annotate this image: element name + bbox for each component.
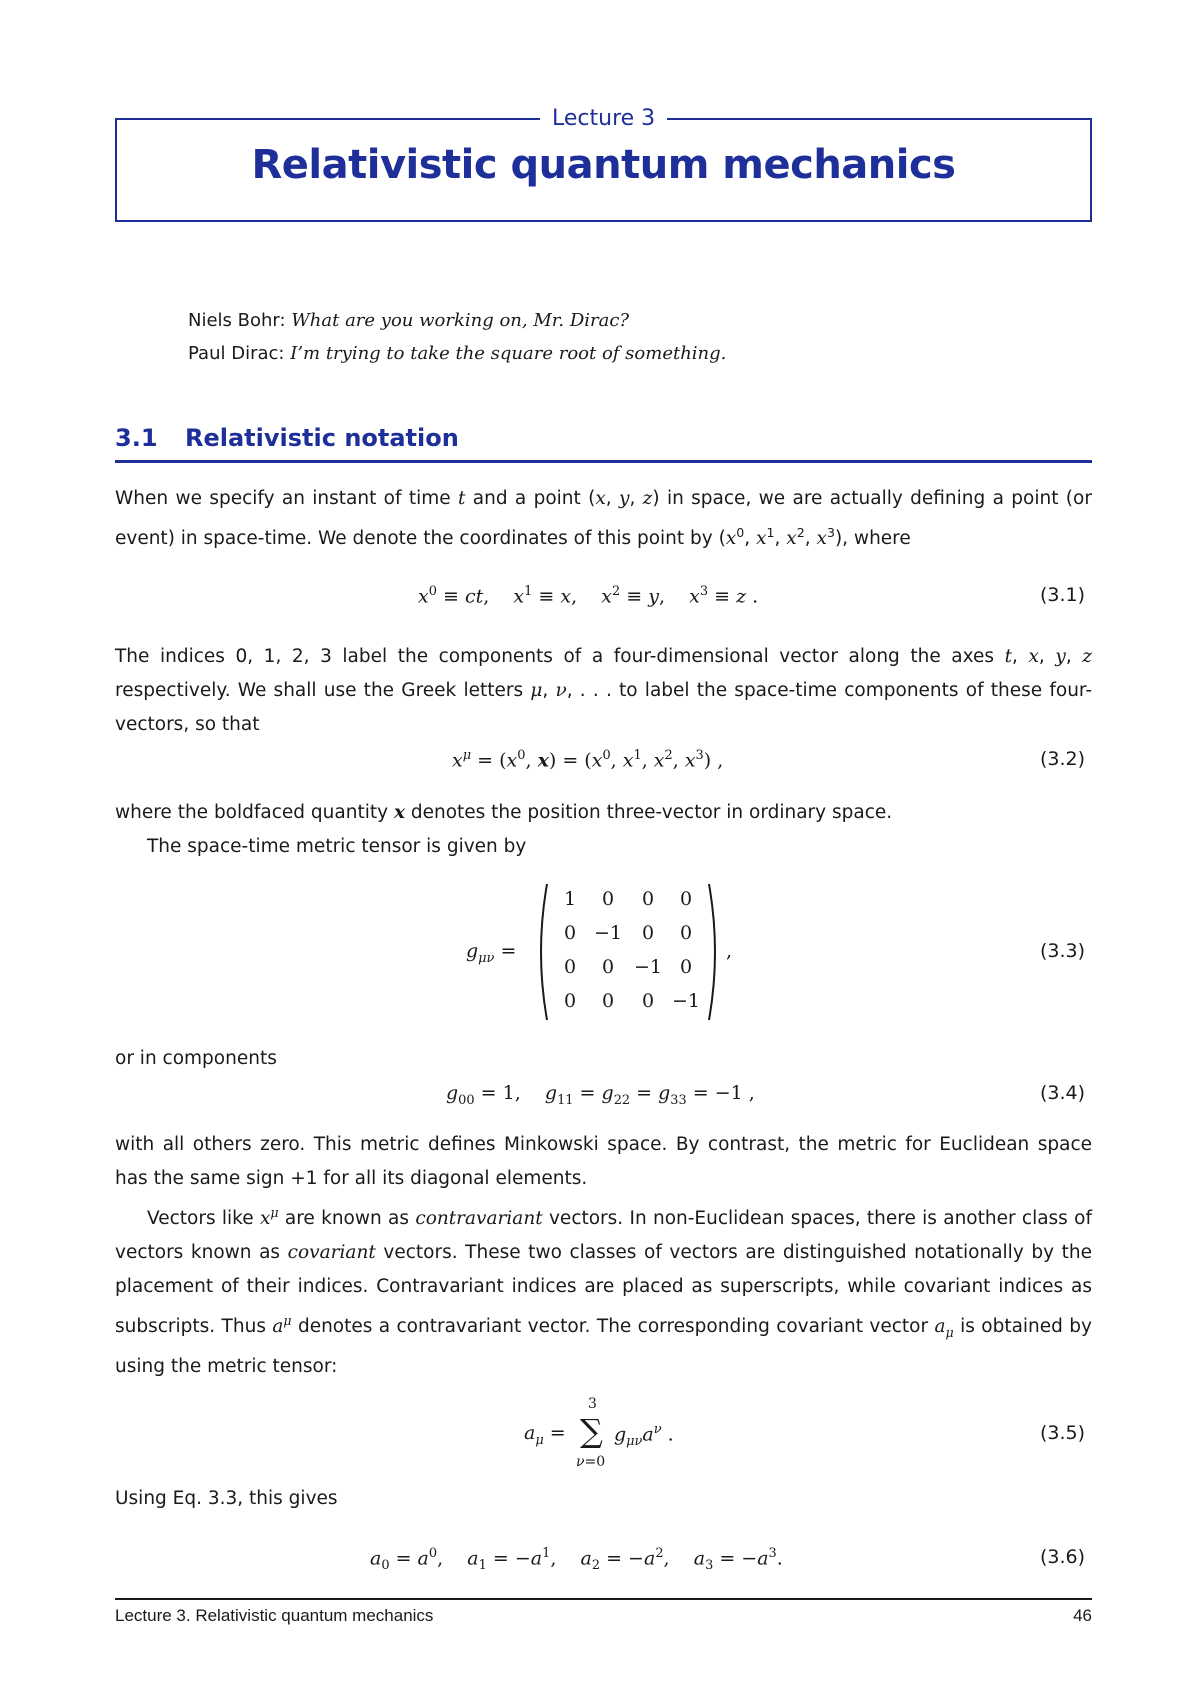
lecture-label: Lecture 3 <box>540 104 667 134</box>
matrix-cell: 0 <box>601 990 615 1012</box>
matrix-cell: 1 <box>563 888 577 910</box>
text-run: to label the space-time components of these four-vectors, so that <box>115 680 1093 735</box>
matrix-cell: 0 <box>679 956 693 978</box>
matrix-cell: 0 <box>563 956 577 978</box>
paragraph-8 <box>115 1482 1092 1516</box>
text-run: denotes a contravariant vector. The corresponding covariant vector <box>297 1316 929 1338</box>
epigraph-line-1 <box>188 308 629 334</box>
text-run: Vectors like <box>147 1208 254 1230</box>
matrix-cell: −1 <box>593 922 622 944</box>
matrix-cell: 0 <box>679 922 693 944</box>
text-run: or in components <box>115 1048 277 1069</box>
text-run: The indices 0, 1, 2, 3 label the components of a four-dimensional vector along the axes <box>115 646 995 667</box>
equation-number: (3.1) <box>1040 584 1086 606</box>
matrix-cell: 0 <box>563 990 577 1012</box>
equation-number: (3.3) <box>1040 940 1086 962</box>
text-run: with all others zero. This metric defines Minkowski space. By contrast, the metric for Euclidean space has the same sign +1 for all its diagonal elements. <box>115 1134 1092 1189</box>
paragraph-1: When we specify an instant of time t and a point (x, y, z) in space, we are actually defining a point (or event) in space-time. We denote the coordinates of this point by ($x^0$, $x^1$, $x^2$, $x^3$), where <box>115 488 1092 550</box>
matrix-cell: 0 <box>601 956 615 978</box>
paragraph-4 <box>115 830 1092 864</box>
paragraph-5 <box>115 1042 1092 1076</box>
epigraph-speaker: Paul Dirac: <box>188 343 285 364</box>
paragraph-2: The indices 0, 1, 2, 3 label the components of a four-dimensional vector along the axes t, x, y, z respectively. We shall use the Greek letters μ, ν, . . . to label the space-time components of these four-vectors, so that <box>115 646 1093 735</box>
equation-number: (3.6) <box>1040 1546 1086 1568</box>
text-run: and a point <box>472 488 581 509</box>
text-run: respectively. We shall use the Greek letters <box>115 680 524 701</box>
text-run: When we specify an instant of time <box>115 488 451 509</box>
text-run: vectors. These two classes of vectors are distinguished notationally by the placement of their indices. Contravariant indices are placed as superscripts, while covariant indices as subscripts. Thus <box>115 1242 1092 1338</box>
matrix-cell: 0 <box>641 922 655 944</box>
matrix-cell: 0 <box>641 888 655 910</box>
matrix-cell: 0 <box>679 888 693 910</box>
section-heading <box>115 424 459 452</box>
text-run: Using Eq. 3.3, this gives <box>115 1488 338 1509</box>
equation-3-2: $x^\mu = (x^0$, $x) = (x^0$, $x^1$, $x^2$, $x^3$) , <box>452 748 724 772</box>
matrix-cell: −1 <box>633 956 662 978</box>
equation-number: (3.4) <box>1040 1082 1086 1104</box>
emphasis-covariant: covariant <box>287 1242 376 1264</box>
section-rule <box>115 460 1092 463</box>
epigraph-quote: I’m trying to take the square root of something. <box>290 343 727 364</box>
section-title: Relativistic notation <box>185 424 459 452</box>
text-run: , where <box>842 528 911 550</box>
paragraph-7: Vectors like $x^\mu$ are known as contravariant vectors. In non-Euclidean spaces, there is another class of vectors known as covariant vectors. These two classes of vectors are distinguished notationally by the placement of their indices. Contravariant indices are placed as superscripts, while covariant indices as subscripts. Thus $a^\mu$ denotes a contravariant vector. The corresponding covariant vector $a_\mu$ is obtained by using the metric tensor: <box>115 1205 1092 1377</box>
text-run: are known as <box>284 1208 410 1230</box>
footer-running-title: Lecture 3. Relativistic quantum mechanics <box>115 1606 434 1625</box>
text-run: denotes the position three-vector in ordinary space. <box>410 802 893 823</box>
text-run: where the boldfaced quantity <box>115 802 389 823</box>
text-run: vectors. In non-Euclidean spaces, there is another class of vectors known as <box>115 1208 1092 1264</box>
paragraph-6 <box>115 1128 1092 1196</box>
equation-3-6: $a_0 = a^0$, $a_1 = -a^1$, $a_2 = -a^2$, $a_3 = -a^3$. <box>370 1546 783 1574</box>
page: Lecture 3 Relativistic quantum mechanics Niels Bohr: What are you working on, Mr. Dirac? Paul Dirac: I’m trying to take the square root of something. 3.1 Relativistic notation When we specify an instant of time t and a point (x, y, z) in space, we are actually defining a point (or event) in space-time. We denote the coordinates of this point by ($x^0$, $x^1$, $x^2$, $x^3$), where $x^0$ ≡ ct, $x^1 \equiv x$, $x^2 \equiv y$, $x^3 \equiv z$ . (3.1) The indices 0, 1, 2, 3 label the components of a four-dimensional vector along the axes t, x, y, z respectively. We shall use the Greek letters μ, ν, . . . to label the space-time components of these four-vectors, so that $x^\mu = (x^0$, $x) = (x^0$, $x^1$, $x^2$, $x^3$) , (3.2) where the boldfaced quantity x denotes the position three-vector in ordinary space. The space-time metric tensor is given by $g_{\mu\nu}$ = 1 0 0 0 0 −1 0 0 0 0 −1 0 0 0 0 −1 , (3.3) or in components $g_{00} = 1$, $g_{11} = g_{22} = g_{33} = -1$ , (3.4) with all others zero. This metric defines Minkowski space. By contrast, the metric for Euclidean space has the same sign +1 for all its diagonal elements. Vectors like $x^\mu$ are known as contravariant vectors. In non-Euclidean spaces, there is another class of vectors known as covariant vectors. These two classes of vectors are distinguished notationally by the placement of their indices. Contravariant indices are placed as superscripts, while covariant indices as subscripts. Thus $a^\mu$ denotes a contravariant vector. The corresponding covariant vector $a_\mu$ is obtained by using the metric tensor: $a_\mu$ = 3 ∑ ν=0 $g_{\mu\nu}a^\nu$ . (3.5) Using Eq. 3.3, this gives $a_0 = a^0$, $a_1 = -a^1$, $a_2 = -a^2$, $a_3 = -a^3$. (3.6) Lecture 3. Relativistic quantum mechanics 46 <box>115 106 1093 1625</box>
epigraph-line-2 <box>188 341 726 367</box>
section-number: 3.1 <box>115 424 158 452</box>
text-run: The space-time metric tensor is given by <box>147 836 527 857</box>
lecture-title: Relativistic quantum mechanics <box>251 142 956 188</box>
equation-3-3-comma: , <box>726 940 733 962</box>
equation-3-3-lhs: $g_{\mu\nu}$ = <box>466 940 517 966</box>
paragraph-3: where the boldfaced quantity x denotes the position three-vector in ordinary space. <box>115 802 893 823</box>
epigraph-quote: What are you working on, Mr. Dirac? <box>291 310 630 331</box>
metric-matrix <box>535 882 721 1022</box>
text-run: in space, we are actually defining a point (or event) in space-time. We denote the coordinates of this point by <box>115 488 1092 550</box>
equation-number: (3.2) <box>1040 748 1086 770</box>
equation-number: (3.5) <box>1040 1422 1086 1444</box>
equation-3-1: $x^0$ ≡ ct, $x^1 \equiv x$, $x^2 \equiv y$, $x^3 \equiv z$ . <box>418 584 759 608</box>
matrix-cell: 0 <box>601 888 615 910</box>
footer-rule <box>115 1598 1092 1600</box>
matrix-cell: 0 <box>641 990 655 1012</box>
page-number: 46 <box>1073 1606 1092 1625</box>
epigraph-speaker: Niels Bohr: <box>188 310 286 331</box>
text-run: is obtained by using the metric tensor: <box>115 1316 1092 1377</box>
matrix-cell: −1 <box>671 990 700 1012</box>
equation-3-4: $g_{00} = 1$, $g_{11} = g_{22} = g_{33} = -1$ , <box>446 1082 755 1108</box>
matrix-cell: 0 <box>563 922 577 944</box>
emphasis-contravariant: contravariant <box>415 1208 543 1230</box>
